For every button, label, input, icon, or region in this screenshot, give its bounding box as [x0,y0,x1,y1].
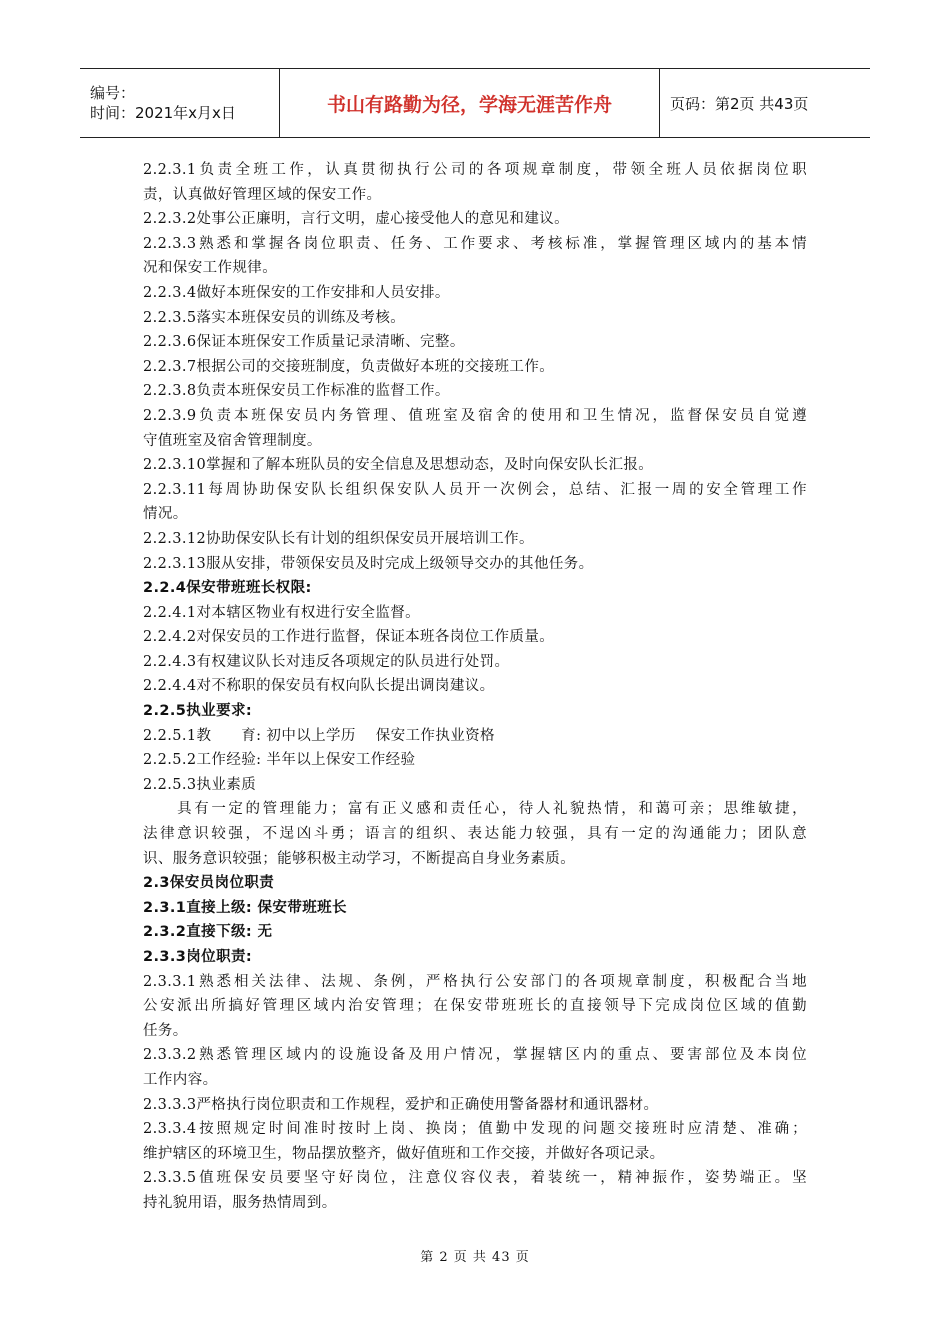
document-body [143,158,807,1216]
body-text-line: 2.2.3.4做好本班保安的工作安排和人员安排。 [143,284,450,301]
body-text-line: 2.2.3.9负责本班保安员内务管理、值班室及宿舍的使用和卫生情况，监督保安员自觉遵 [143,407,807,424]
body-text-line: 责，认真做好管理区域的保安工作。 [143,186,382,203]
body-text-line: 2.2.3.3熟悉和掌握各岗位职责、任务、工作要求、考核标准，掌握管理区域内的基本情 [143,235,807,252]
body-text-line: 法律意识较强，不逞凶斗勇；语言的组织、表达能力较强，具有一定的沟通能力；团队意 [143,826,807,843]
section-heading: 2.3.3岗位职责: [143,949,253,965]
body-text-line: 2.3.3.5值班保安员要坚守好岗位，注意仪容仪表，着装统一，精神振作，姿势端正。坚 [143,1170,807,1187]
section-heading: 2.3.2直接下级: 无 [143,924,273,941]
document-date: 时间：2021年x月x日 [90,104,236,122]
body-text-line: 2.2.3.5落实本班保安员的训练及考核。 [143,309,406,326]
body-text-line: 2.2.3.1负责全班工作，认真贯彻执行公司的各项规章制度，带领全班人员依据岗位职 [143,162,807,178]
document-number-label: 编号： [90,84,136,102]
body-text-line: 2.2.4.3有权建议队长对违反各项规定的队员进行处罚。 [143,653,510,670]
page-footer: 第 2 页 共 43 页 [420,1250,530,1265]
body-text-line: 识、服务意识较强；能够积极主动学习，不断提高自身业务素质。 [143,850,576,867]
body-text-line: 具有一定的管理能力；富有正义感和责任心，待人礼貌热情，和蔼可亲；思维敏捷， [143,801,807,818]
body-text-line: 2.2.5.2工作经验: 半年以上保安工作经验 [143,752,416,769]
body-text-line: 2.2.4.1对本辖区物业有权进行安全监督。 [143,604,421,621]
body-text-line: 2.2.3.2处事公正廉明，言行文明，虚心接受他人的意见和建议。 [143,211,570,228]
section-heading: 2.2.5执业要求: [143,703,253,720]
section-heading: 2.2.4保安带班班长权限: [143,580,312,597]
body-text-line: 持礼貌用语，服务热情周到。 [143,1194,337,1211]
body-text-line: 2.3.3.1熟悉相关法律、法规、条例，严格执行公安部门的各项规章制度，积极配合当地 [143,973,807,990]
body-text-line: 2.2.3.8负责本班保安员工作标准的监督工作。 [143,383,450,400]
header-meta [80,69,280,137]
body-text-line: 2.2.4.2对保安员的工作进行监督，保证本班各岗位工作质量。 [143,629,555,646]
body-text-line: 2.2.4.4对不称职的保安员有权向队长提出调岗建议。 [143,678,495,695]
body-text-line: 2.2.3.13服从安排，带领保安员及时完成上级领导交办的其他任务。 [143,555,594,572]
body-text-line: 维护辖区的环境卫生，物品摆放整齐，做好值班和工作交接，并做好各项记录。 [143,1145,665,1162]
header-motto: 书山有路勤为径，学海无涯苦作舟 [280,69,660,137]
body-text-line: 2.2.3.6保证本班保安工作质量记录清晰、完整。 [143,334,465,351]
body-text-line: 况和保安工作规律。 [143,260,278,277]
body-text-line: 守值班室及宿舍管理制度。 [143,432,322,449]
body-text-line: 2.2.3.11每周协助保安队长组织保安队人员开一次例会，总结、汇报一周的安全管理工作 [143,481,807,498]
body-text-line: 2.2.5.3执业素质 [143,776,257,793]
body-text-line: 2.3.3.2熟悉管理区域内的设施设备及用户情况，掌握辖区内的重点、要害部位及本岗位 [143,1047,807,1064]
body-text-line: 工作内容。 [143,1071,218,1088]
section-heading: 2.3保安员岗位职责 [143,875,275,892]
body-text-line: 2.3.3.4按照规定时间准时按时上岗、换岗；值勤中发现的问题交接班时应清楚、准确； [143,1121,807,1138]
body-text-line: 公安派出所搞好管理区域内治安管理；在保安带班班长的直接领导下完成岗位区域的值勤 [143,998,807,1015]
body-text-line: 情况。 [143,506,188,523]
body-text-line: 2.3.3.3严格执行岗位职责和工作规程，爱护和正确使用警备器材和通讯器材。 [143,1096,659,1113]
page-header [80,68,870,138]
body-text-line: 2.2.3.12协助保安队长有计划的组织保安员开展培训工作。 [143,530,534,547]
body-text-line: 2.2.3.10掌握和了解本班队员的安全信息及思想动态，及时向保安队长汇报。 [143,457,654,474]
body-text-line: 2.2.3.7根据公司的交接班制度，负责做好本班的交接班工作。 [143,358,555,375]
body-text-line: 任务。 [143,1022,188,1039]
header-page-code: 页码：第2页 共43页 [670,94,809,113]
section-heading: 2.3.1直接上级: 保安带班班长 [143,899,347,916]
body-text-line: 2.2.5.1教 育: 初中以上学历 保安工作执业资格 [143,727,495,744]
